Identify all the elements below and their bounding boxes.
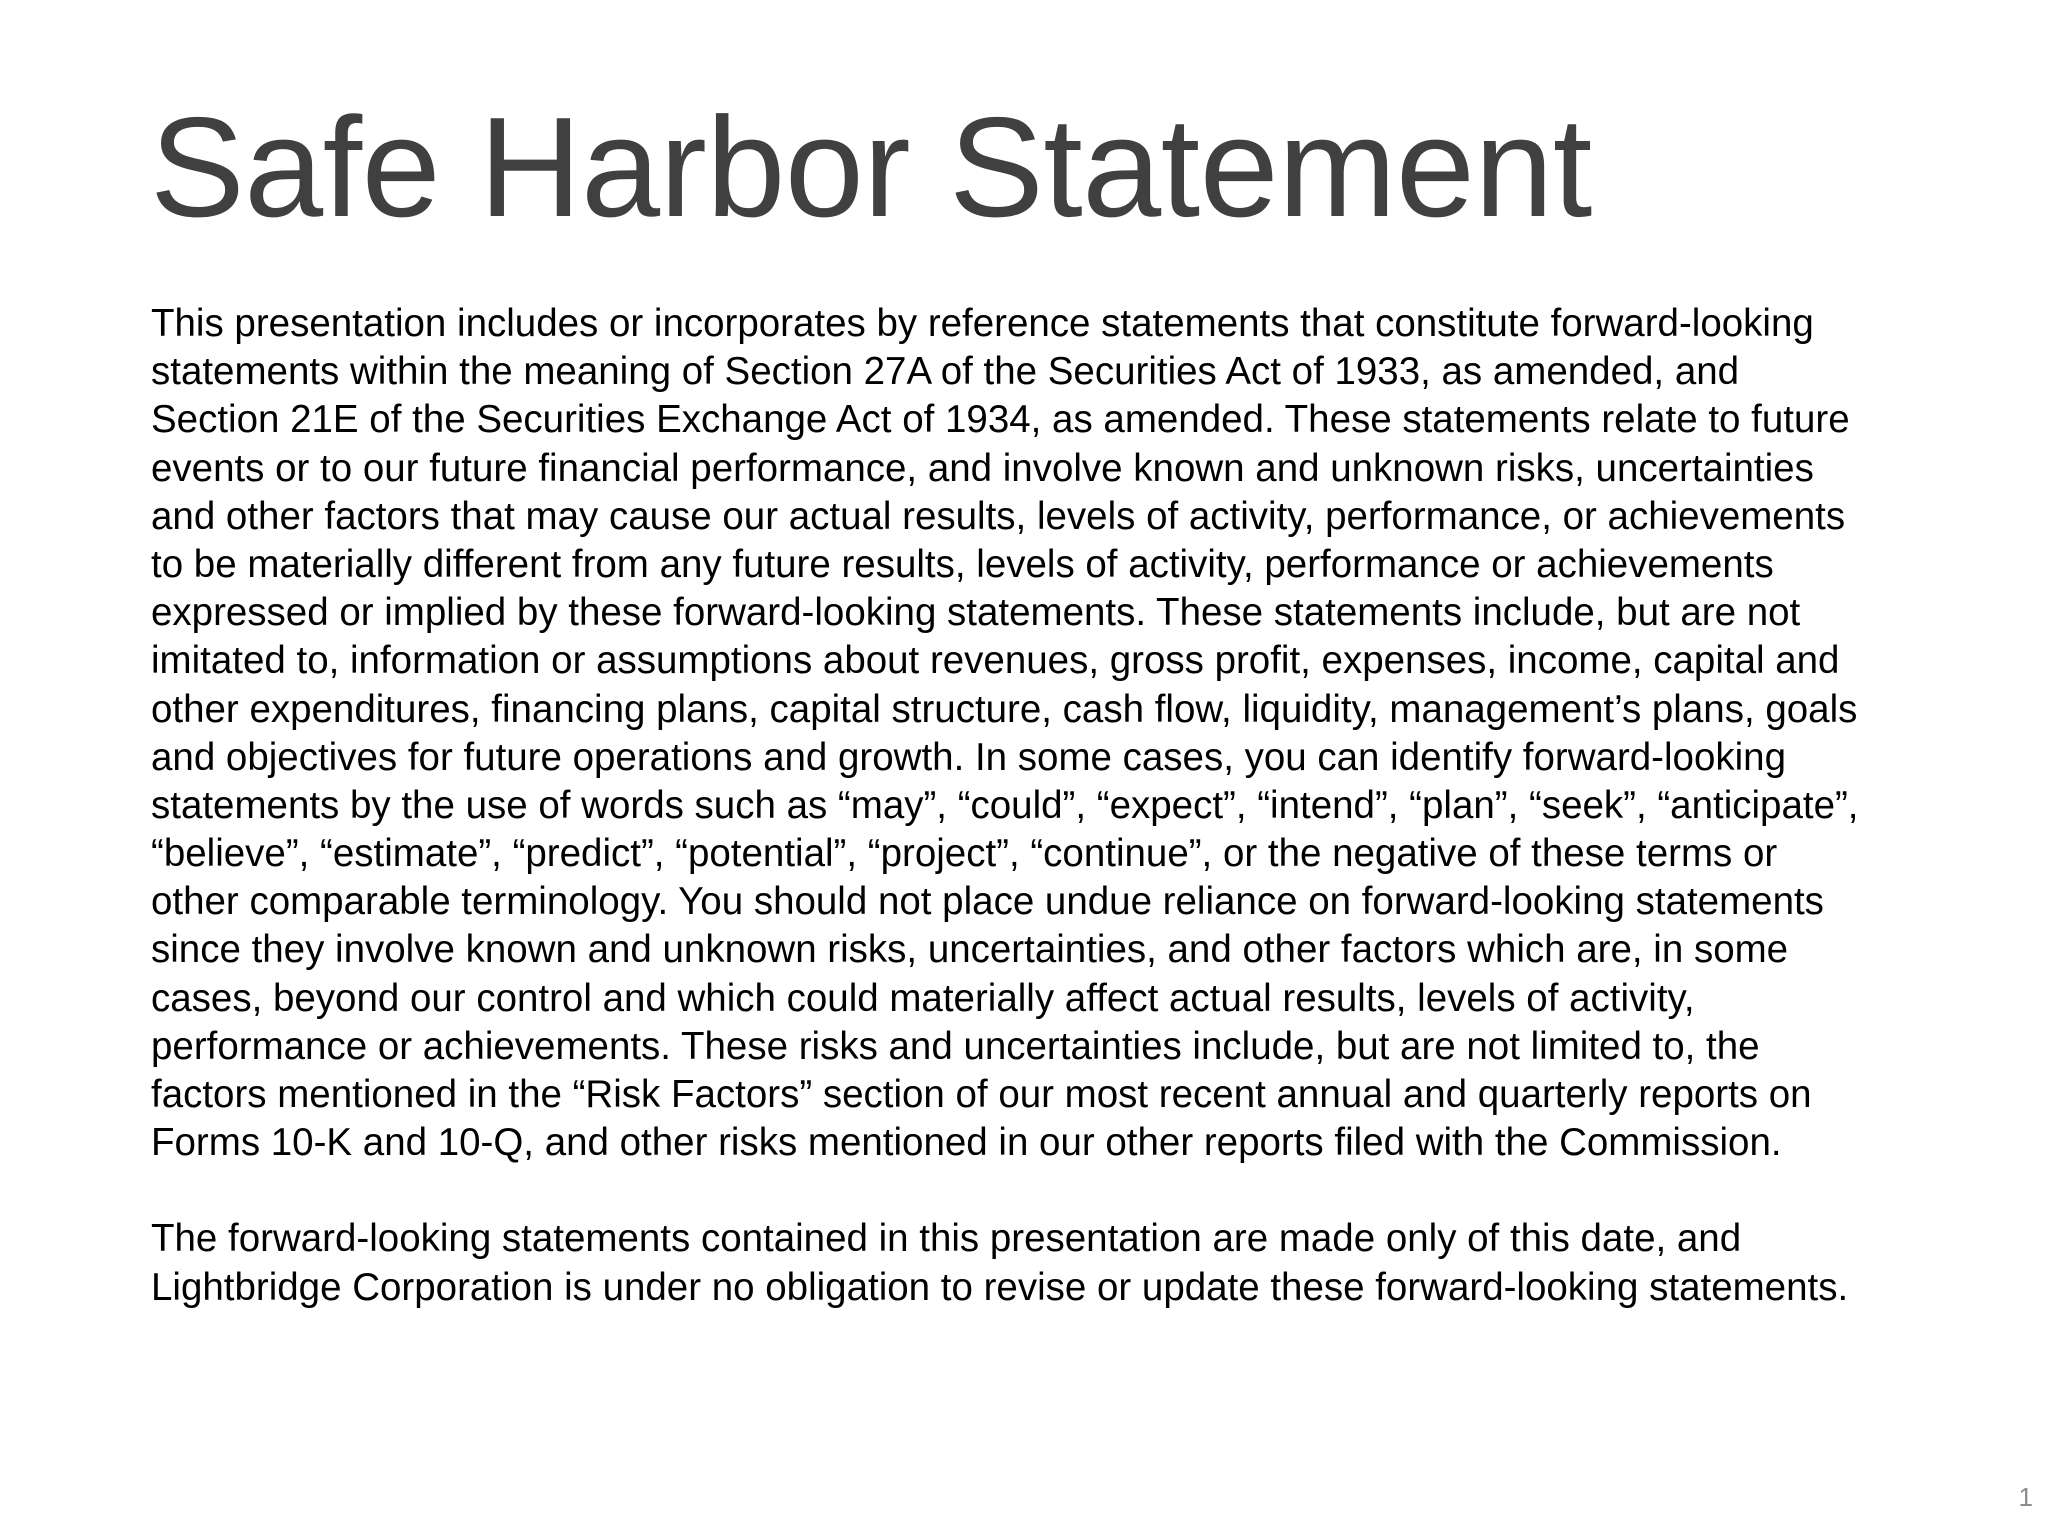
paragraph-line: “believe”, “estimate”, “predict”, “potential”, “project”, “continue”, or the negative of these terms or — [151, 832, 1778, 876]
page-number: 1 — [2018, 1482, 2033, 1512]
slide-title: Safe Harbor Statement — [150, 88, 1592, 247]
paragraph-line: to be materially different from any future results, levels of activity, performance or achievements — [151, 542, 1774, 586]
paragraph-line: other expenditures, financing plans, capital structure, cash flow, liquidity, management’s plans, goals — [151, 687, 1858, 731]
paragraph-line: statements within the meaning of Section 27A of the Securities Act of 1933, as amended, and — [151, 350, 1740, 394]
paragraph-line: The forward-looking statements contained in this presentation are made only of this date, and — [151, 1217, 1742, 1261]
paragraph-line: and objectives for future operations and growth. In some cases, you can identify forward-looking — [151, 735, 1787, 779]
slide-body — [151, 300, 1951, 1312]
paragraph-line: statements by the use of words such as “may”, “could”, “expect”, “intend”, “plan”, “seek”, “anticipate”, — [151, 783, 1859, 827]
paragraph-line: expressed or implied by these forward-looking statements. These statements include, but are not — [151, 591, 1801, 635]
paragraph-spacer — [151, 1167, 1951, 1215]
paragraph-line: performance or achievements. These risks and uncertainties include, but are not limited to, the — [151, 1024, 1760, 1068]
obligation-paragraph — [151, 1215, 1951, 1311]
paragraph-line: other comparable terminology. You should not place undue reliance on forward-looking statements — [151, 880, 1824, 924]
paragraph-line: and other factors that may cause our actual results, levels of activity, performance, or achievements — [151, 494, 1846, 538]
safe-harbor-paragraph — [151, 300, 1951, 1167]
paragraph-line: factors mentioned in the “Risk Factors” section of our most recent annual and quarterly reports on — [151, 1073, 1812, 1116]
paragraph-line: since they involve known and unknown risks, uncertainties, and other factors which are, in some — [151, 928, 1789, 972]
paragraph-line: This presentation includes or incorporates by reference statements that constitute forward-looking — [151, 302, 1814, 345]
paragraph-line: events or to our future financial performance, and involve known and unknown risks, uncertainties — [151, 446, 1814, 490]
paragraph-line: Forms 10-K and 10-Q, and other risks mentioned in our other reports filed with the Commission. — [151, 1121, 1782, 1165]
paragraph-line: imitated to, information or assumptions about revenues, gross profit, expenses, income, capital and — [151, 639, 1840, 683]
paragraph-line: Lightbridge Corporation is under no obligation to revise or update these forward-looking statements. — [151, 1265, 1849, 1309]
paragraph-line: cases, beyond our control and which could materially affect actual results, levels of activity, — [151, 976, 1695, 1020]
paragraph-line: Section 21E of the Securities Exchange Act of 1934, as amended. These statements relate to future — [151, 398, 1850, 442]
